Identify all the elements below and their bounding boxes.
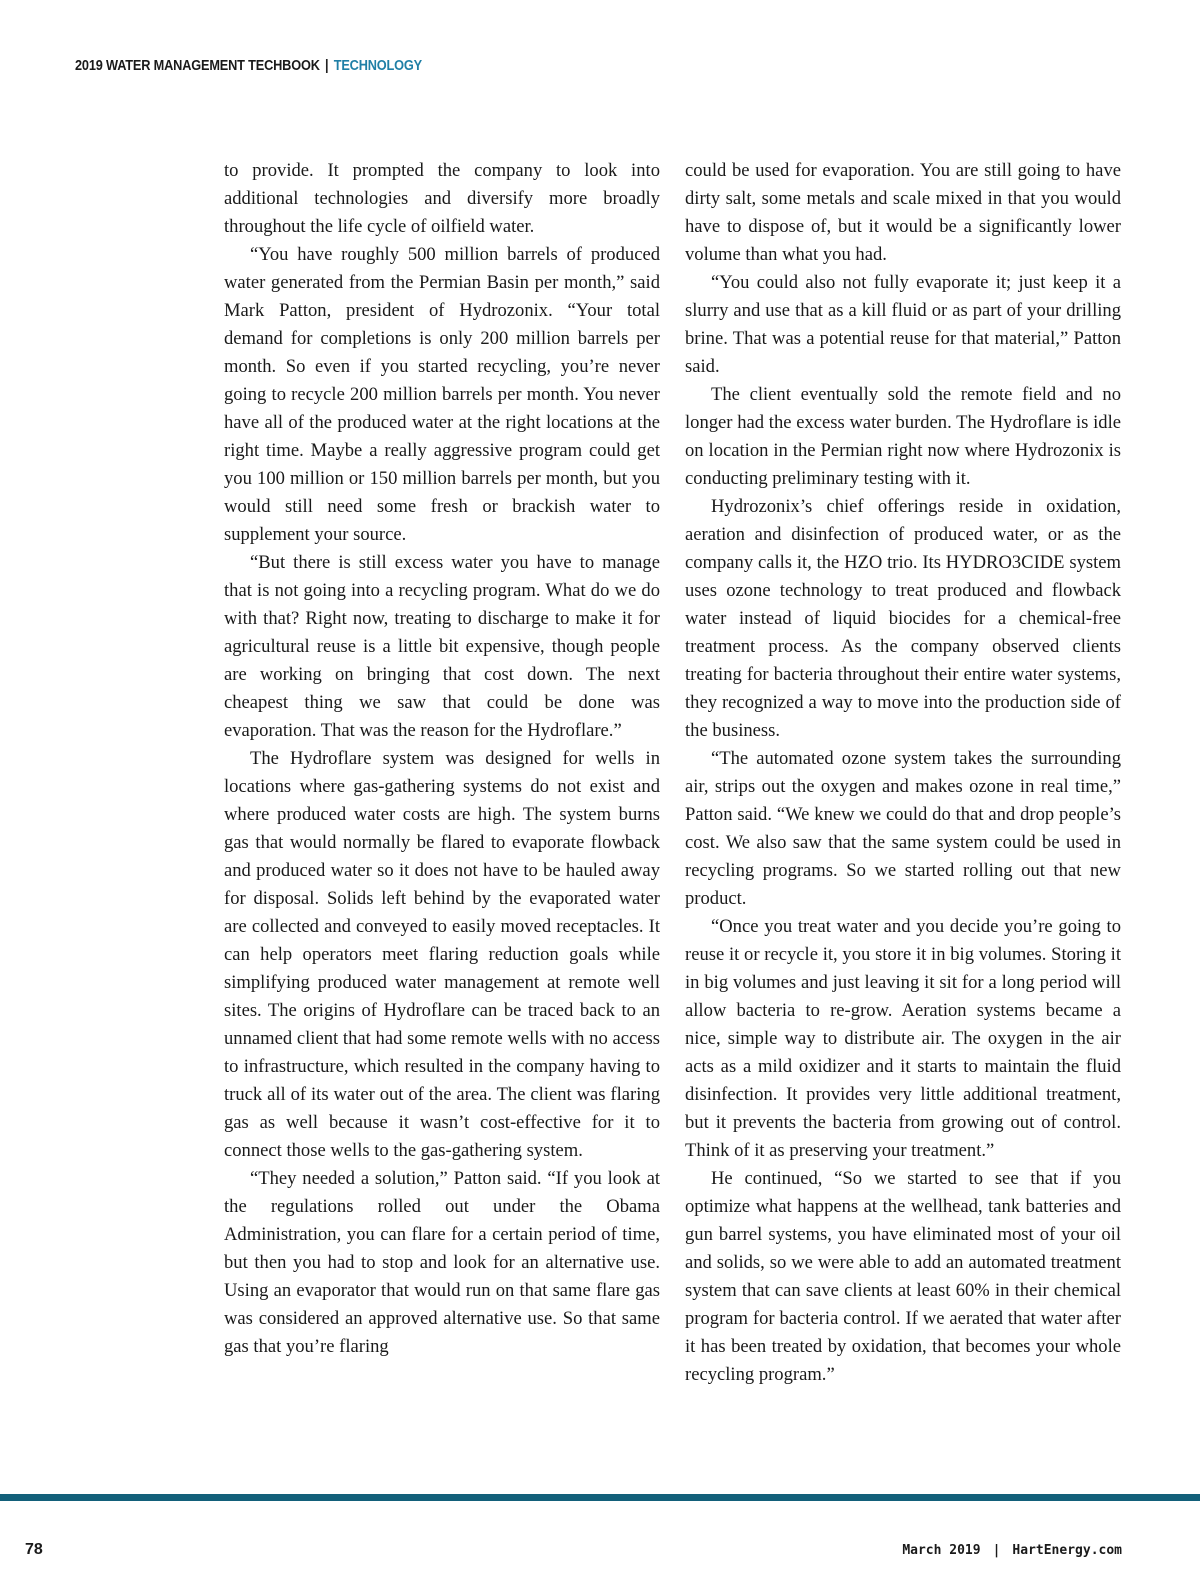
paragraph: to provide. It prompted the company to look into additional technologies and diversify more broadly throughout the life cycle of oilfield water.	[224, 160, 660, 237]
page-number: 78	[25, 1541, 43, 1558]
paragraph: “You could also not fully evaporate it; just keep it a slurry and use that as a kill fluid or as part of your drilling brine. That was a potential reuse for that material,” Patton said.	[685, 272, 1121, 377]
publication-title: 2019 WATER MANAGEMENT TECHBOOK	[75, 58, 320, 74]
header-separator: |	[325, 58, 329, 74]
right-column	[685, 157, 1121, 1389]
paragraph: He continued, “So we started to see that if you optimize what happens at the wellhead, tank batteries and gun barrel systems, you have eliminated most of your oil and solids, so we were able to add an automated treatment system that can save clients at least 60% in their chemical program for bacteria control. If we aerated that water after it has been treated by oxidation, that becomes your whole recycling program.”	[685, 1168, 1121, 1385]
paragraph: “But there is still excess water you have to manage that is not going into a recycling program. What do we do with that? Right now, treating to discharge to make it for agricultural reuse is a little bit expensive, though people are working on bringing that cost down. The next cheapest thing we saw that could be done was evaporation. That was the reason for the Hydroflare.”	[224, 552, 660, 741]
paragraph: “They needed a solution,” Patton said. “If you look at the regulations rolled out under the Obama Administration, you can flare for a certain period of time, but then you had to stop and look for an alternative use. Using an evaporator that would run on that same flare gas was considered an approved alternative use. So that same gas that you’re flaring	[224, 1168, 660, 1357]
running-header	[75, 58, 422, 80]
paragraph: The client eventually sold the remote field and no longer had the excess water burden. The Hydroflare is idle on location in the Permian right now where Hydrozonix is conducting preliminary testing with it.	[685, 384, 1121, 489]
paragraph: “The automated ozone system takes the surrounding air, strips out the oxygen and makes ozone in real time,” Patton said. “We knew we could do that and drop people’s cost. We also saw that the same system could be used in recycling programs. So we started rolling out that new product.	[685, 748, 1121, 909]
left-column	[224, 157, 660, 1361]
paragraph: “Once you treat water and you decide you’re going to reuse it or recycle it, you store it in big volumes. Storing it in big volumes and just leaving it sit for a long period will allow bacteria to re-grow. Aeration systems became a nice, simple way to distribute air. The oxygen in the air acts as a mild oxidizer and it starts to maintain the fluid disinfection. It provides very little additional treatment, but it prevents the bacteria from growing out of control. Think of it as preserving your treatment.”	[685, 916, 1121, 1161]
footer-info	[902, 1543, 1122, 1558]
section-label: TECHNOLOGY	[333, 58, 422, 74]
paragraph: Hydrozonix’s chief offerings reside in oxidation, aeration and disinfection of produced water, or as the company calls it, the HZO trio. Its HYDRO3CIDE system uses ozone technology to treat produced and flowback water instead of liquid biocides for a chemical-free treatment process. As the company observed clients treating for bacteria throughout their entire water systems, they recognized a way to move into the production side of the business.	[685, 496, 1121, 741]
footer-rule	[0, 1494, 1200, 1501]
paragraph: The Hydroflare system was designed for wells in locations where gas-gathering systems do not exist and where produced water costs are high. The system burns gas that would normally be flared to evaporate flowback and produced water so it does not have to be hauled away for disposal. Solids left behind by the evaporated water are collected and conveyed to easily moved receptacles. It can help operators meet flaring reduction goals while simplifying produced water management at remote well sites. The origins of Hydroflare can be traced back to an unnamed client that had some remote wells with no access to infrastructure, which resulted in the company having to truck all of its water out of the area. The client was flaring gas as well because it wasn’t cost-effective for it to connect those wells to the gas-gathering system.	[224, 748, 660, 1161]
website: HartEnergy.com	[1012, 1543, 1122, 1558]
paragraph: “You have roughly 500 million barrels of produced water generated from the Permian Basin per month,” said Mark Patton, president of Hydrozonix. “Your total demand for completions is only 200 million barrels per month. So even if you started recycling, you’re never going to recycle 200 million barrels per month. You never have all of the produced water at the right locations at the right time. Maybe a really aggressive program could get you 100 million or 150 million barrels per month, but you would still need some fresh or brackish water to supplement your source.	[224, 244, 660, 545]
paragraph: could be used for evaporation. You are still going to have dirty salt, some metals and scale mixed in that you would have to dispose of, but it would be a significantly lower volume than what you had.	[685, 160, 1121, 265]
footer-separator: |	[992, 1543, 1001, 1558]
issue-date: March 2019	[902, 1543, 981, 1558]
